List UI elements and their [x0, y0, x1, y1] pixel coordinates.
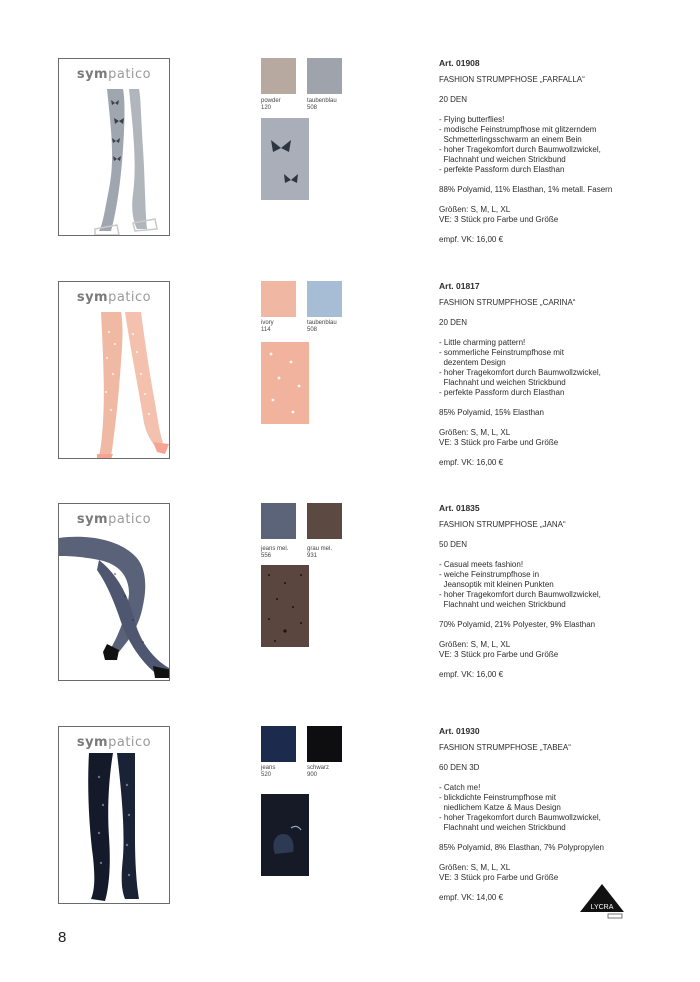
packaging-unit: VE: 3 Stück pro Farbe und Größe — [439, 215, 559, 224]
feature-line: - perfekte Passform durch Elasthan — [439, 388, 565, 397]
product-name: FASHION STRUMPFHOSE „FARFALLA“ — [439, 75, 585, 84]
brand-logo — [59, 512, 169, 527]
pattern-closeup-farfalla — [261, 118, 309, 200]
denier: 50 DEN — [439, 540, 468, 549]
denier: 20 DEN — [439, 95, 468, 104]
swatch-code: 556 — [261, 553, 272, 559]
swatch-name: jeans — [261, 765, 276, 771]
legs-illustration — [59, 282, 170, 459]
swatch-name: taubenblau — [307, 320, 337, 326]
swatch-name: taubenblau — [307, 98, 337, 104]
swatch-name: jeans mel. — [261, 546, 289, 552]
swatch-label-taubenblau — [307, 320, 337, 334]
feature-line: - Casual meets fashion! — [439, 560, 524, 569]
packaging-unit: VE: 3 Stück pro Farbe und Größe — [439, 650, 559, 659]
swatch-jeans — [261, 726, 296, 762]
denier: 20 DEN — [439, 318, 468, 327]
swatch-code: 114 — [261, 327, 271, 333]
product-name: FASHION STRUMPFHOSE „TABEA“ — [439, 743, 571, 752]
swatch-code: 120 — [261, 105, 272, 111]
swatch-label-jeans-mel — [261, 546, 288, 560]
brand-logo-part1: sym — [76, 290, 109, 305]
article-number: Art. 01817 — [439, 281, 480, 291]
product-name: FASHION STRUMPFHOSE „CARINA“ — [439, 298, 576, 307]
swatch-code: 508 — [307, 105, 318, 111]
denier: 60 DEN 3D — [439, 763, 480, 772]
feature-line: dezentem Design — [439, 358, 506, 367]
swatch-taubenblau — [307, 58, 342, 94]
product-photo-jana — [58, 503, 170, 681]
article-number: Art. 01835 — [439, 503, 480, 513]
article-number: Art. 01908 — [439, 58, 480, 68]
feature-line: - weiche Feinstrumpfhose in — [439, 570, 540, 579]
sizes: Größen: S, M, L, XL — [439, 640, 511, 649]
feature-line: Flachnaht und weichen Strickbund — [439, 155, 566, 164]
feature-line: - Flying butterflies! — [439, 115, 505, 124]
material-composition: 88% Polyamid, 11% Elasthan, 1% metall. Fasern — [439, 185, 613, 194]
legs-illustration — [59, 59, 170, 236]
feature-line: - hoher Tragekomfort durch Baumwollzwickel, — [439, 145, 601, 154]
swatch-jeans-mel — [261, 503, 296, 539]
swatch-label-ivory — [261, 320, 274, 334]
swatch-code: 520 — [261, 772, 272, 778]
swatch-grau-mel — [307, 503, 342, 539]
swatch-schwarz — [307, 726, 342, 762]
feature-line: - hoher Tragekomfort durch Baumwollzwickel, — [439, 368, 601, 377]
swatch-name: grau mel. — [307, 546, 333, 552]
swatch-name: schwarz — [307, 765, 330, 771]
sizes: Größen: S, M, L, XL — [439, 428, 511, 437]
packaging-unit: VE: 3 Stück pro Farbe und Größe — [439, 873, 559, 882]
feature-line: - hoher Tragekomfort durch Baumwollzwickel, — [439, 813, 601, 822]
product-name: FASHION STRUMPFHOSE „JANA“ — [439, 520, 566, 529]
swatch-label-schwarz — [307, 765, 329, 779]
brand-logo-part2: patico — [108, 67, 152, 82]
sizes: Größen: S, M, L, XL — [439, 863, 511, 872]
pattern-closeup-jana — [261, 565, 309, 647]
feature-line: - Little charming pattern! — [439, 338, 526, 347]
swatch-name: powder — [261, 98, 281, 104]
swatch-name: ivory — [261, 320, 274, 326]
feature-line: Flachnaht und weichen Strickbund — [439, 823, 566, 832]
retail-price: empf. VK: 16,00 € — [439, 670, 504, 679]
product-description-tabea — [439, 726, 679, 903]
article-number: Art. 01930 — [439, 726, 480, 736]
feature-line: Jeansoptik mit kleinen Punkten — [439, 580, 554, 589]
feature-line: - blickdichte Feinstrumpfhose mit — [439, 793, 556, 802]
feature-line: - hoher Tragekomfort durch Baumwollzwickel, — [439, 590, 601, 599]
legs-illustration — [59, 504, 170, 681]
swatch-taubenblau — [307, 281, 342, 317]
swatch-label-powder — [261, 98, 281, 112]
product-description-jana — [439, 503, 679, 680]
swatch-code: 900 — [307, 772, 318, 778]
swatch-ivory — [261, 281, 296, 317]
material-composition: 70% Polyamid, 21% Polyester, 9% Elasthan — [439, 620, 596, 629]
retail-price: empf. VK: 16,00 € — [439, 458, 504, 467]
brand-logo-part1: sym — [76, 67, 109, 82]
swatch-label-taubenblau — [307, 98, 337, 112]
sizes: Größen: S, M, L, XL — [439, 205, 511, 214]
product-photo-carina — [58, 281, 170, 459]
feature-line: - Catch me! — [439, 783, 481, 792]
brand-logo-part2: patico — [108, 735, 152, 750]
swatch-label-jeans — [261, 765, 275, 779]
material-composition: 85% Polyamid, 15% Elasthan — [439, 408, 544, 417]
retail-price: empf. VK: 14,00 € — [439, 893, 504, 902]
brand-logo — [59, 290, 169, 305]
lycra-logo-text: LYCRA — [590, 904, 614, 911]
brand-logo — [59, 67, 169, 82]
retail-price: empf. VK: 16,00 € — [439, 235, 504, 244]
swatch-powder — [261, 58, 296, 94]
legs-illustration — [59, 727, 170, 904]
swatch-code: 508 — [307, 327, 318, 333]
feature-line: Schmetterlingsschwarm an einem Bein — [439, 135, 582, 144]
page-number: 8 — [58, 929, 67, 946]
feature-line: - perfekte Passform durch Elasthan — [439, 165, 565, 174]
brand-logo-part1: sym — [76, 512, 109, 527]
brand-logo-part2: patico — [108, 512, 152, 527]
product-description-farfalla — [439, 58, 679, 245]
feature-line: - modische Feinstrumpfhose mit glitzerndem — [439, 125, 597, 134]
pattern-closeup-tabea — [261, 794, 309, 876]
material-composition: 85% Polyamid, 8% Elasthan, 7% Polypropylen — [439, 843, 604, 852]
swatch-code: 931 — [307, 553, 318, 559]
swatch-label-grau-mel — [307, 546, 332, 560]
brand-logo-part1: sym — [76, 735, 109, 750]
lycra-logo — [578, 882, 626, 920]
feature-line: Flachnaht und weichen Strickbund — [439, 378, 566, 387]
brand-logo-part2: patico — [108, 290, 152, 305]
product-description-carina — [439, 281, 679, 468]
brand-logo — [59, 735, 169, 750]
feature-line: - sommerliche Feinstrumpfhose mit — [439, 348, 564, 357]
feature-line: Flachnaht und weichen Strickbund — [439, 600, 566, 609]
product-photo-farfalla — [58, 58, 170, 236]
pattern-closeup-carina — [261, 342, 309, 424]
product-photo-tabea — [58, 726, 170, 904]
packaging-unit: VE: 3 Stück pro Farbe und Größe — [439, 438, 559, 447]
feature-line: niedlichem Katze & Maus Design — [439, 803, 561, 812]
